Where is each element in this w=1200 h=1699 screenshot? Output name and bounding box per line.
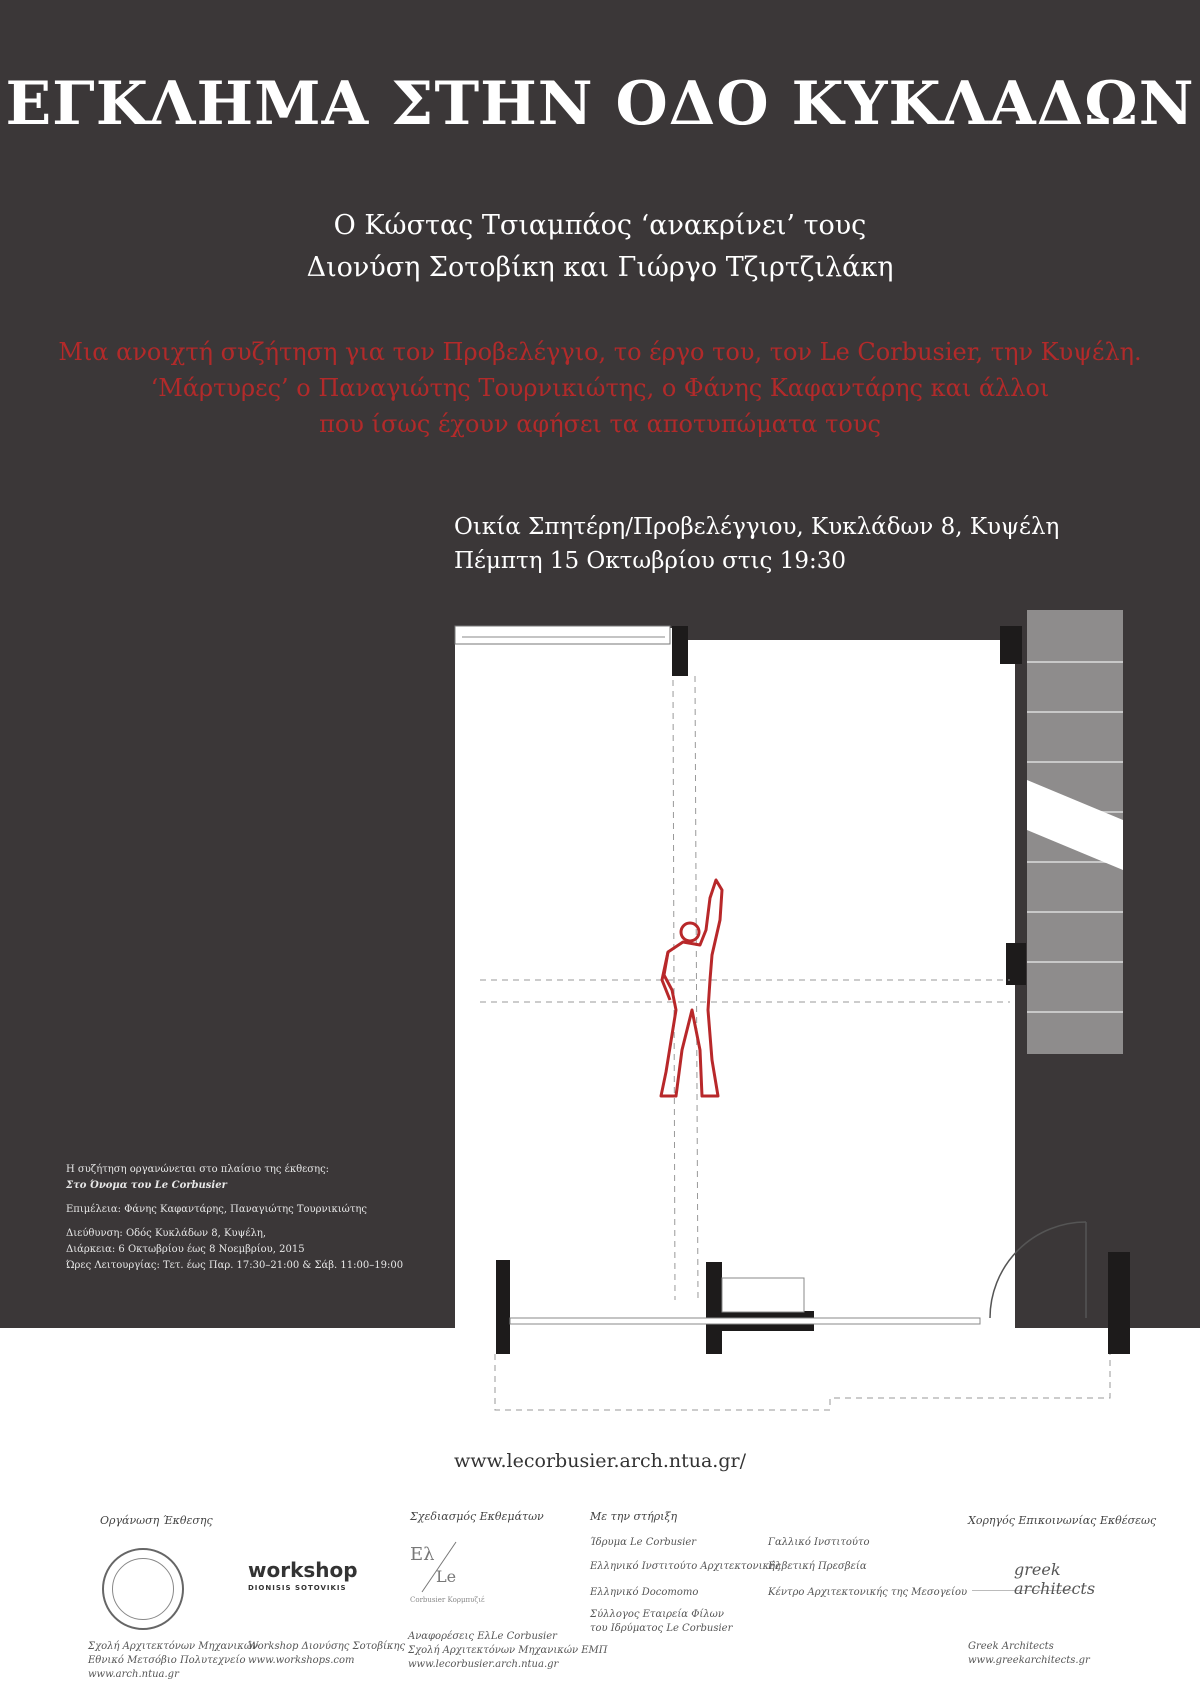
sponsor-name: Greek Architects bbox=[968, 1641, 1054, 1652]
exhibition-note-line-1: Η συζήτηση οργανώνεται στο πλαίσιο της έκθεσης: bbox=[66, 1164, 330, 1175]
plan-wall-top-mid bbox=[672, 626, 688, 676]
description-line-3: που ίσως έχουν αφήσει τα αποτυπώματα τους bbox=[319, 410, 881, 438]
svg-text:Ελ: Ελ bbox=[410, 1544, 435, 1565]
event-datetime: Πέμπτη 15 Οκτωβρίου στις 19:30 bbox=[454, 548, 847, 574]
workshop-name: Workshop Διονύσης Σοτοβίκης bbox=[248, 1641, 406, 1652]
workshop-url[interactable]: www.workshops.com bbox=[248, 1655, 355, 1666]
support-item: Σύλλογος Εταιρεία Φίλων του Ιδρύματος Le Corbusier bbox=[590, 1609, 733, 1634]
plan-wall-top-right bbox=[1000, 626, 1022, 664]
subtitle-line-1: Ο Κώστας Τσιαμπάος ‘ανακρίνει’ τους bbox=[333, 210, 867, 241]
exhibition-note-line-2: Στο Όνομα του Le Corbusier bbox=[66, 1180, 227, 1191]
plan-wall-bottom-mid bbox=[706, 1262, 722, 1354]
plan-wall-bottom-left bbox=[496, 1260, 510, 1354]
workshop-logo: workshop bbox=[248, 1558, 358, 1582]
design-sub: Σχολή Αρχιτεκτόνων Μηχανικών ΕΜΠ bbox=[408, 1645, 608, 1656]
sponsor-heading: Χορηγός Επικοινωνίας Εκθέσεως bbox=[968, 1514, 1157, 1527]
support-item: Ελληνικό Docomomo bbox=[590, 1587, 699, 1598]
sponsor-url[interactable]: www.greekarchitects.gr bbox=[968, 1655, 1090, 1666]
subtitle-line-2: Διονύση Σοτοβίκη και Γιώργο Τζιρτζιλάκη bbox=[306, 252, 894, 283]
svg-text:Corbusier Κορμπυζιέ: Corbusier Κορμπυζιέ bbox=[410, 1596, 485, 1604]
design-url[interactable]: www.lecorbusier.arch.ntua.gr bbox=[408, 1659, 559, 1670]
plan-wall-right-stub bbox=[1006, 943, 1026, 985]
event-venue: Οικία Σπητέρη/Προβελέγγιου, Κυκλάδων 8, Κυψέλη bbox=[454, 514, 1060, 540]
support-heading: Με την στήριξη bbox=[590, 1510, 678, 1523]
support-item: Κέντρο Αρχιτεκτονικής της Μεσογείου bbox=[768, 1587, 968, 1598]
el-le-corbusier-logo bbox=[408, 1538, 485, 1618]
description-line-2: ‘Μάρτυρες’ ο Παναγιώτης Τουρνικιώτης, ο Φάνης Καφαντάρης και άλλοι bbox=[150, 374, 1050, 402]
exhibition-note-line-6: Ώρες Λειτουργίας: Τετ. έως Παρ. 17:30–21:00 & Σάβ. 11:00–19:00 bbox=[66, 1260, 404, 1271]
ntua-seal-logo bbox=[102, 1548, 184, 1630]
support-item: Ελβετική Πρεσβεία bbox=[768, 1561, 867, 1572]
design-heading: Σχεδιασμός Εκθεμάτων bbox=[410, 1510, 544, 1523]
support-item: Ελληνικό Ινστιτούτο Αρχιτεκτονικής bbox=[590, 1561, 781, 1572]
organizer-sub: Εθνικό Μετσόβιο Πολυτεχνείο bbox=[88, 1655, 246, 1666]
design-name: Αναφορέσεις ΕλLe Corbusier bbox=[408, 1631, 557, 1642]
organizer-name: Σχολή Αρχιτεκτόνων Μηχανικών bbox=[88, 1641, 259, 1652]
support-item: Γαλλικό Ινστιτούτο bbox=[768, 1537, 870, 1548]
exhibition-note-line-3: Επιμέλεια: Φάνης Καφαντάρης, Παναγιώτης Τουρνικιώτης bbox=[66, 1204, 367, 1215]
poster-title: ΕΓΚΛΗΜΑ ΣΤΗΝ ΟΔΟ ΚΥΚΛΑΔΩΝ bbox=[5, 69, 1195, 139]
website-link[interactable]: www.lecorbusier.arch.ntua.gr/ bbox=[453, 1450, 746, 1472]
exhibition-note-line-4: Διεύθυνση: Οδός Κυκλάδων 8, Κυψέλη, bbox=[66, 1228, 267, 1239]
organizer-heading: Οργάνωση Έκθεσης bbox=[100, 1514, 213, 1527]
plan-wall-bottom-right bbox=[1108, 1252, 1130, 1354]
support-item: Ίδρυμα Le Corbusier bbox=[590, 1537, 697, 1548]
exhibition-note-line-5: Διάρκεια: 6 Οκτωβρίου έως 8 Νοεμβρίου, 2015 bbox=[66, 1244, 305, 1255]
svg-text:Le: Le bbox=[436, 1567, 457, 1586]
greek-architects-logo: greek architects bbox=[972, 1556, 1072, 1591]
description-line-1: Μια ανοιχτή συζήτηση για τον Προβελέγγιο, το έργο του, τον Le Corbusier, την Κυψέλη. bbox=[58, 338, 1142, 366]
plan-top-strip bbox=[455, 626, 670, 644]
workshop-logo-sub: DIONISIS SOTOVIKIS bbox=[248, 1584, 347, 1592]
organizer-url[interactable]: www.arch.ntua.gr bbox=[88, 1669, 179, 1680]
